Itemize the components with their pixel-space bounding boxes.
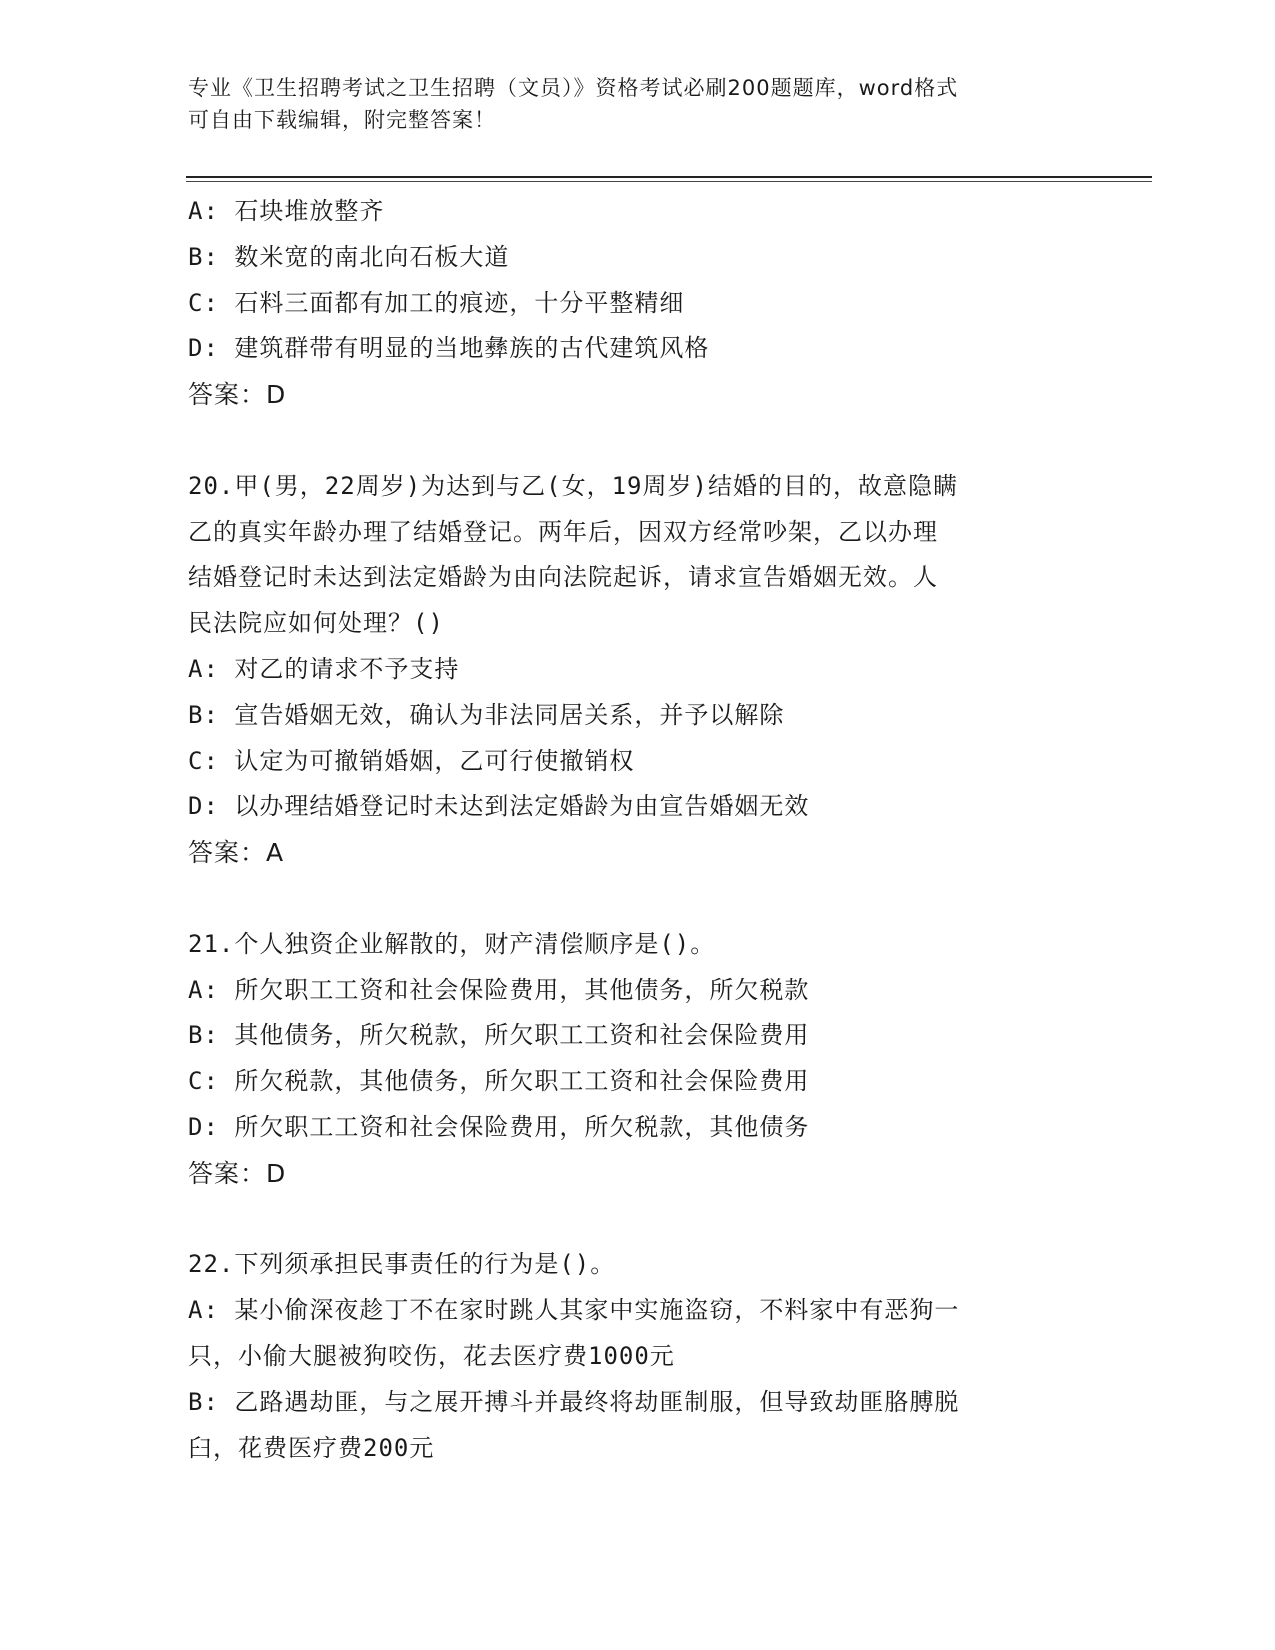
question-list <box>188 189 1088 1471</box>
option-b: B: 宣告婚姻无效，确认为非法同居关系，并予以解除 <box>188 700 785 729</box>
answer-label: 答案：D <box>188 1158 287 1188</box>
option-b: B: 乙路遇劫匪，与之展开搏斗并最终将劫匪制服，但导致劫匪胳膊脱 <box>188 1387 960 1416</box>
option-c: C: 石料三面都有加工的痕迹，十分平整精细 <box>188 288 685 317</box>
question-19 <box>188 189 1088 418</box>
question-21 <box>188 922 1088 1197</box>
option-a: A: 石块堆放整齐 <box>188 197 385 225</box>
header-line-1: 专业《卫生招聘考试之卫生招聘（文员）》资格考试必刷200题题库，word格式 <box>188 76 959 100</box>
header-divider-thin <box>186 181 1152 182</box>
spacer <box>188 1197 1088 1243</box>
answer-label: 答案：A <box>188 838 285 868</box>
option-d: D: 建筑群带有明显的当地彝族的古代建筑风格 <box>188 334 710 363</box>
question-stem-line: 结婚登记时未达到法定婚龄为由向法院起诉，请求宣告婚姻无效。人 <box>188 563 938 592</box>
question-20 <box>188 464 1088 876</box>
option-b: B: 数米宽的南北向石板大道 <box>188 242 510 271</box>
question-22 <box>188 1242 1088 1471</box>
question-stem-line: 22.下列须承担民事责任的行为是()。 <box>188 1250 616 1279</box>
option-d: D: 以办理结婚登记时未达到法定婚龄为由宣告婚姻无效 <box>188 792 810 821</box>
header-divider-thick <box>186 176 1152 178</box>
question-stem-line: 乙的真实年龄办理了结婚登记。两年后，因双方经常吵架，乙以办理 <box>188 517 938 546</box>
spacer <box>188 418 1088 464</box>
option-a-continued: 只，小偷大腿被狗咬伤，花去医疗费1000元 <box>188 1341 675 1370</box>
question-stem-line: 20.甲(男，22周岁)为达到与乙(女，19周岁)结婚的目的，故意隐瞒 <box>188 471 958 500</box>
spacer <box>188 876 1088 922</box>
option-c: C: 认定为可撤销婚姻，乙可行使撤销权 <box>188 746 635 775</box>
option-a: A: 对乙的请求不予支持 <box>188 654 460 683</box>
answer-label: 答案：D <box>188 380 287 410</box>
question-stem-line: 21.个人独资企业解散的，财产清偿顺序是()。 <box>188 929 716 958</box>
option-c: C: 所欠税款，其他债务，所欠职工工资和社会保险费用 <box>188 1067 810 1096</box>
page-header <box>188 72 1088 136</box>
option-d: D: 所欠职工工资和社会保险费用，所欠税款，其他债务 <box>188 1112 810 1141</box>
question-stem-line: 民法院应如何处理？() <box>188 609 444 638</box>
option-b-continued: 臼，花费医疗费200元 <box>188 1433 435 1462</box>
option-a: A: 某小偷深夜趁丁不在家时跳人其家中实施盗窃，不料家中有恶狗一 <box>188 1296 960 1325</box>
option-b: B: 其他债务，所欠税款，所欠职工工资和社会保险费用 <box>188 1021 810 1050</box>
option-a: A: 所欠职工工资和社会保险费用，其他债务，所欠税款 <box>188 975 810 1004</box>
header-line-2: 可自由下载编辑，附完整答案！ <box>188 108 496 132</box>
